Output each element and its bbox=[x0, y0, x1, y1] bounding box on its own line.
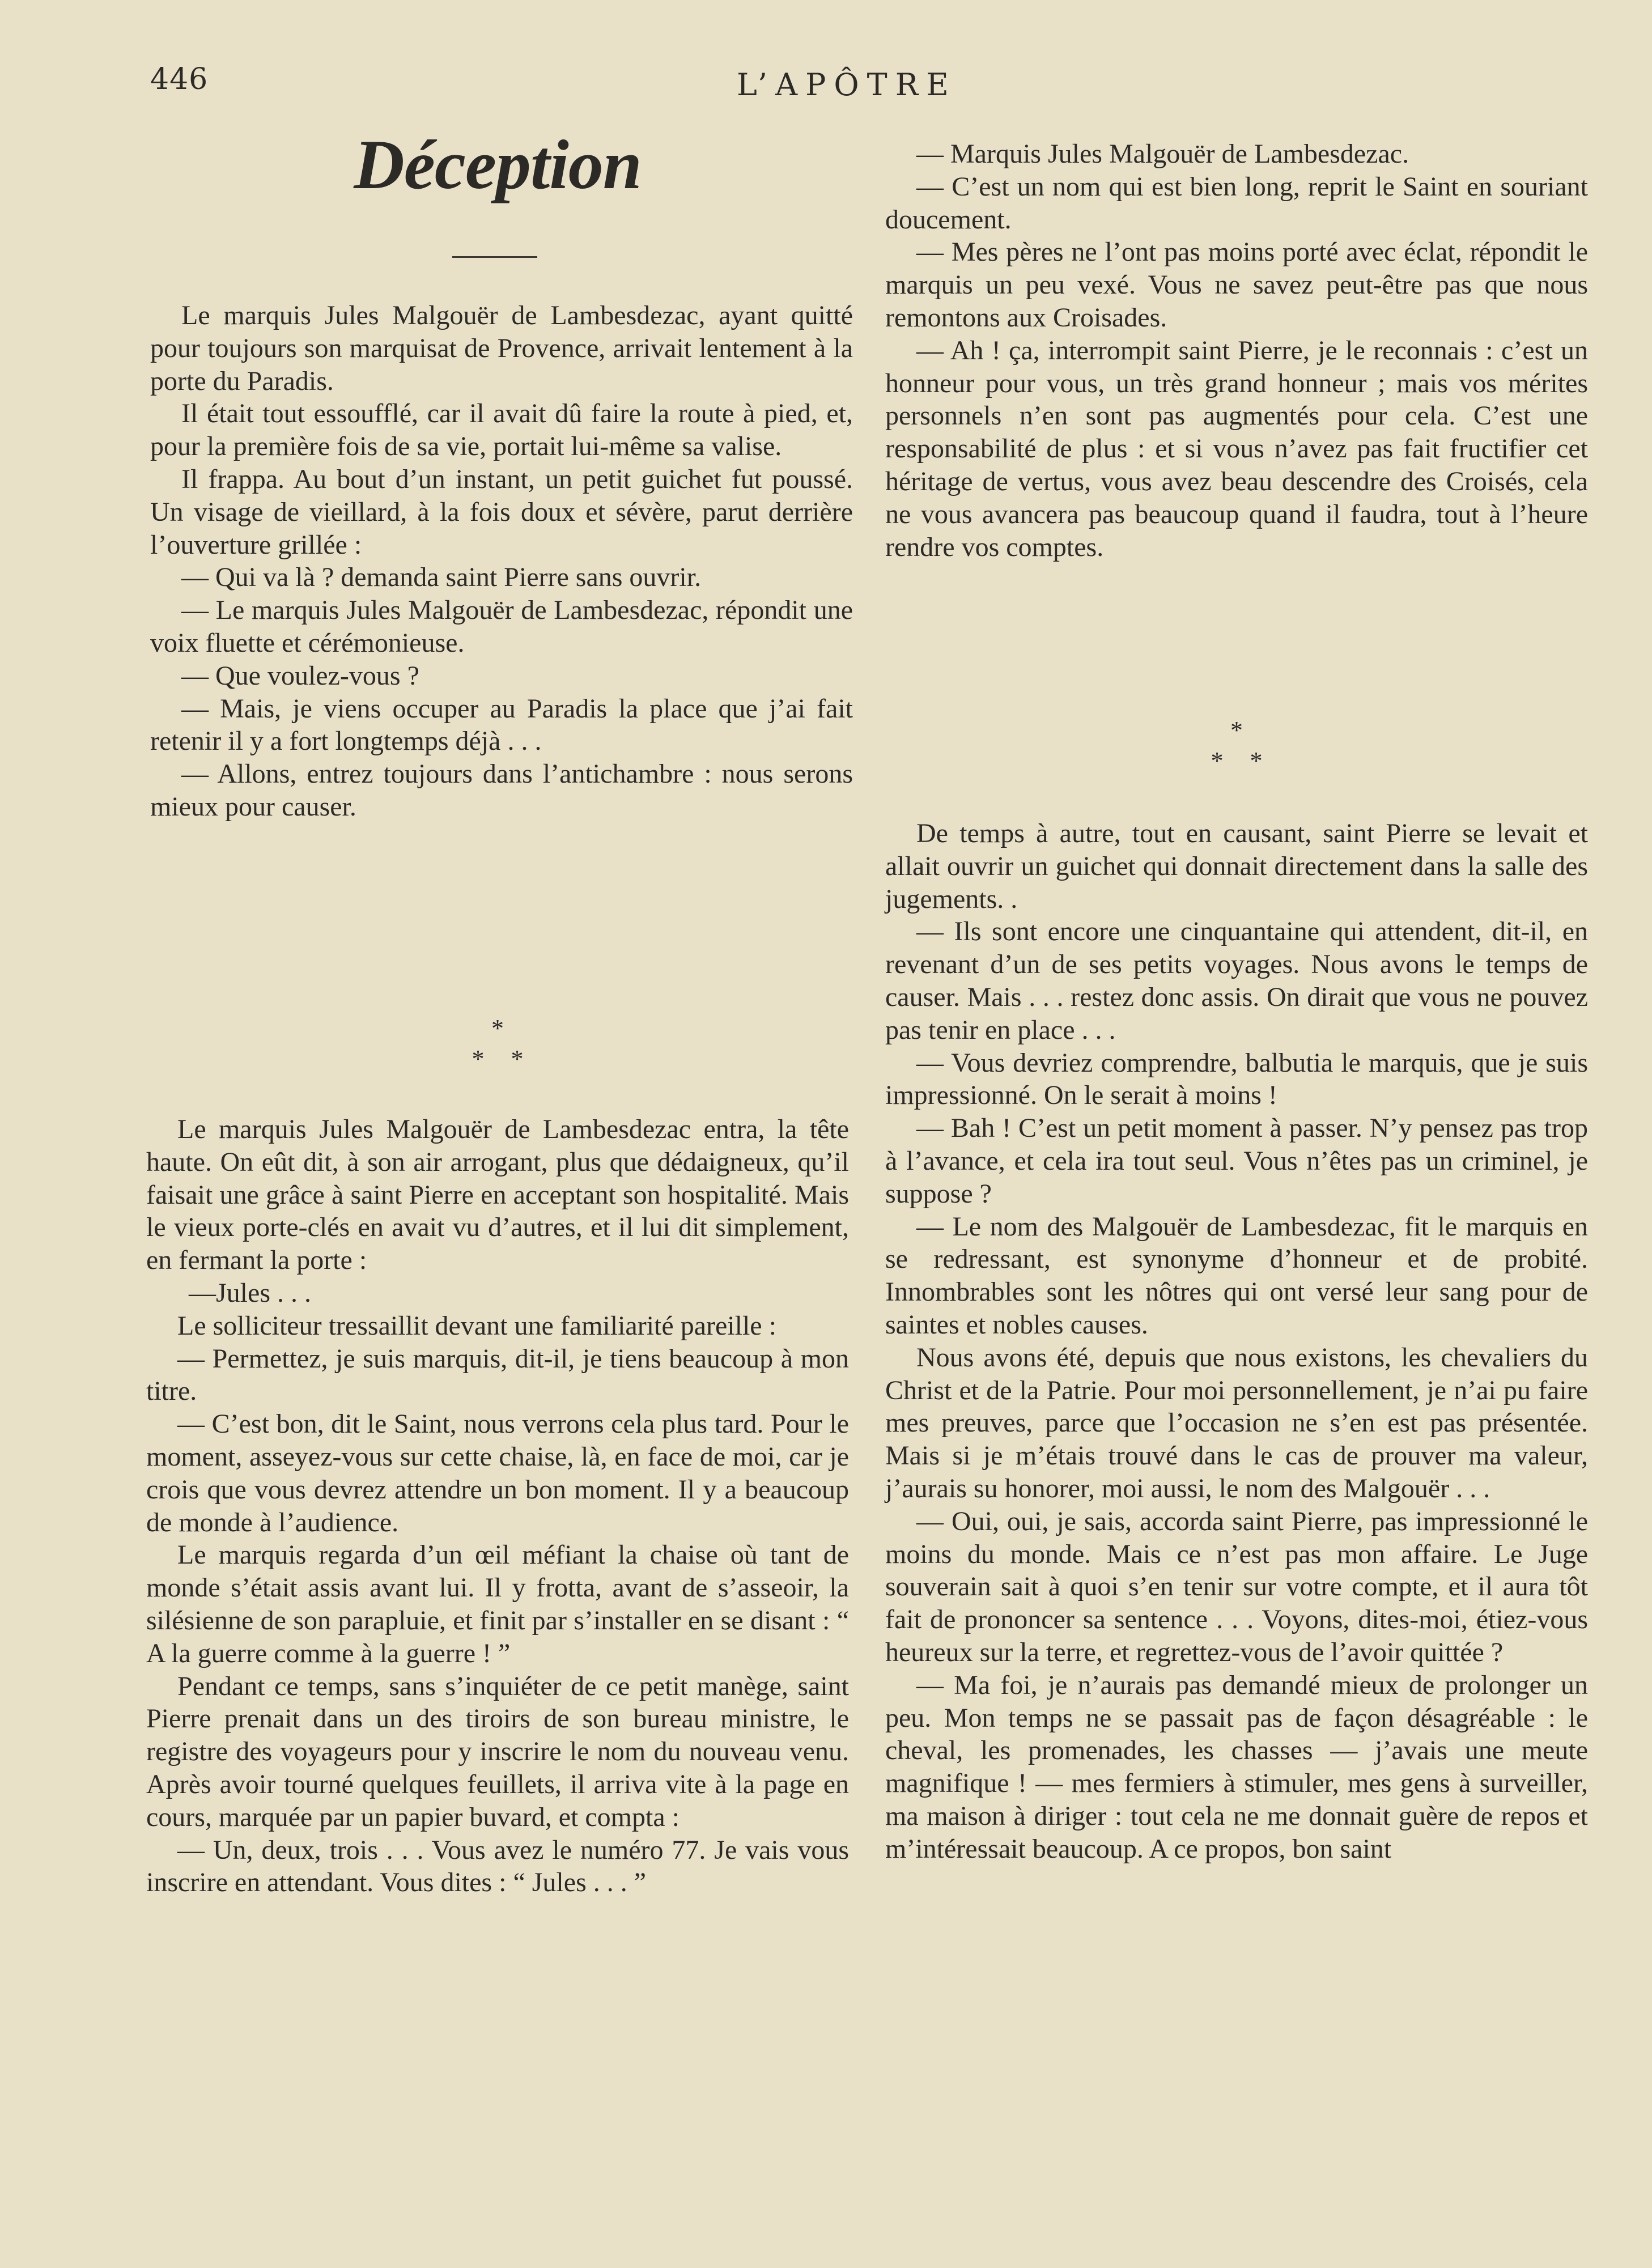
paragraph: — Bah ! C’est un petit moment à passer. N’y pensez pas trop à l’avance, et cela ira tout seul. Vous n’êtes pas un criminel, je suppose ? bbox=[885, 1113, 1588, 1209]
paragraph: Le solliciteur tressaillit devant une familiarité pareille : bbox=[177, 1310, 776, 1341]
asterism-top: * bbox=[491, 1014, 504, 1042]
paragraph: Le marquis Jules Malgouër de Lambesdezac entra, la tête haute. On eût dit, à son air arrogant, plus que dédaigneux, qu’il faisait une grâce à saint Pierre en acceptant son hospitalité. Mais le vieux porte-clés en avait vu d’autres, et il lui dit simplement, en fermant la porte : bbox=[146, 1114, 849, 1276]
paragraph: Pendant ce temps, sans s’inquiéter de ce petit manège, saint Pierre prenait dans un des tiroirs de son bureau ministre, le registre des voyageurs pour y inscrire le nom du nouveau venu. Après avoir tourné quelques feuillets, il arriva vite à la page en cours, marquée par un papier buvard, et compta : bbox=[146, 1671, 849, 1832]
paragraph: Il frappa. Au bout d’un instant, un petit guichet fut poussé. Un visage de vieillard, à la fois doux et sévère, parut derrière l’ouverture grillée : bbox=[150, 464, 853, 560]
paragraph: Il était tout essoufflé, car il avait dû faire la route à pied, et, pour la première fois de sa vie, portait lui-même sa valise. bbox=[150, 398, 853, 462]
running-title: L’APÔTRE bbox=[737, 67, 957, 103]
title-divider bbox=[452, 256, 537, 258]
paragraph: — Qui va là ? demanda saint Pierre sans ouvrir. bbox=[181, 562, 702, 593]
paragraph: Nous avons été, depuis que nous existons, les chevaliers du Christ et de la Patrie. Pour moi personnellement, je n’ai pu faire mes preuves, parce que l’occasion ne s’en est pas présentée. Mais si je m’étais trouvé dans le cas de prouver ma valeur, j’aurais su honorer, moi aussi, le nom des Malgouër . . . bbox=[885, 1342, 1588, 1503]
paragraph: — Ma foi, je n’aurais pas demandé mieux de prolonger un peu. Mon temps ne se passait pas de façon désagréable : le cheval, les promenades, les chasses — j’avais une meute magnifique ! — mes fermiers à stimuler, mes gens à surveiller, ma maison à diriger : tout cela ne me donnait guère de repos et m’intéressait beaucoup. A ce propos, bon saint bbox=[885, 1670, 1588, 1864]
paragraph: — Mais, je viens occuper au Paradis la place que j’ai fait retenir il y a fort longtemps déjà . . . bbox=[150, 693, 853, 757]
asterism-bottom: * * bbox=[472, 1045, 534, 1073]
article-title: Déception bbox=[354, 126, 642, 203]
left-column-section-2 bbox=[146, 1113, 849, 1899]
paragraph: — C’est un nom qui est bien long, reprit le Saint en souriant doucement. bbox=[885, 171, 1588, 235]
section-break-asterism bbox=[146, 1013, 849, 1074]
right-column-section-1 bbox=[885, 138, 1588, 563]
right-column-section-2 bbox=[885, 817, 1588, 1866]
paragraph: — C’est bon, dit le Saint, nous verrons cela plus tard. Pour le moment, asseyez-vous sur cette chaise, là, en face de moi, car je crois que vous devrez attendre un bon moment. Il y a beaucoup de monde à l’audience. bbox=[146, 1409, 849, 1538]
paragraph: — Un, deux, trois . . . Vous avez le numéro 77. Je vais vous inscrire en attendant. Vous dites : “ Jules . . . ” bbox=[146, 1834, 849, 1898]
paragraph: De temps à autre, tout en causant, saint Pierre se levait et allait ouvrir un guichet qui donnait directement dans la salle des jugements. . bbox=[885, 818, 1588, 914]
section-break-asterism bbox=[885, 715, 1588, 776]
paragraph: — Le nom des Malgouër de Lambesdezac, fit le marquis en se redressant, est synonyme d’honneur et de probité. Innombrables sont les nôtres qui ont versé leur sang pour de saintes et nobles causes. bbox=[885, 1211, 1588, 1340]
paragraph: — Mes pères ne l’ont pas moins porté avec éclat, répondit le marquis un peu vexé. Vous ne savez peut-être pas que nous remontons aux Croisades. bbox=[885, 237, 1588, 333]
page-number: 446 bbox=[150, 62, 209, 96]
paragraph: — Vous devriez comprendre, balbutia le marquis, que je suis impressionné. On le serait à moins ! bbox=[885, 1047, 1588, 1111]
paragraph: — Oui, oui, je sais, accorda saint Pierre, pas impressionné le moins du monde. Mais ce n’est pas mon affaire. Le Juge souverain sait à quoi s’en tenir sur votre compte, et il aura tôt fait de prononcer sa sentence . . . Voyons, dites-moi, étiez-vous heureux sur la terre, et regrettez-vous de l’avoir quittée ? bbox=[885, 1506, 1588, 1667]
asterism-bottom: * * bbox=[1211, 747, 1273, 775]
paragraph: — Ils sont encore une cinquantaine qui attendent, dit-il, en revenant d’un de ses petits voyages. Nous avons le temps de causer. Mais . . . restez donc assis. On dirait que vous ne pouvez pas tenir en place . . . bbox=[885, 916, 1588, 1045]
asterism-top: * bbox=[1230, 716, 1243, 744]
paragraph: —Jules . . . bbox=[189, 1277, 311, 1308]
paragraph: — Allons, entrez toujours dans l’antichambre : nous serons mieux pour causer. bbox=[150, 759, 853, 822]
paragraph: — Ah ! ça, interrompit saint Pierre, je le reconnais : c’est un honneur pour vous, un très grand honneur ; mais vos mérites personnels n’en sont pas augmentés pour cela. C’est une responsabilité de plus : et si vous n’avez pas fait fructifier cet héritage de vertus, vous avez beau descendre des Croisés, cela ne vous avancera pas beaucoup quand il faudra, tout à l’heure rendre vos comptes. bbox=[885, 335, 1588, 562]
paragraph: — Que voulez-vous ? bbox=[181, 660, 419, 691]
paragraph: Le marquis regarda d’un œil méfiant la chaise où tant de monde s’était assis avant lui. Il y frotta, avant de s’asseoir, la silésienne de son parapluie, et finit par s’installer en se disant : “ A la guerre comme à la guerre ! ” bbox=[146, 1540, 849, 1668]
paragraph: — Le marquis Jules Malgouër de Lambesdezac, répondit une voix fluette et cérémonieuse. bbox=[150, 595, 853, 658]
paragraph: Le marquis Jules Malgouër de Lambesdezac, ayant quitté pour toujours son marquisat de Provence, arrivait lentement à la porte du Paradis. bbox=[150, 300, 853, 396]
left-column-section-1 bbox=[150, 299, 853, 823]
paragraph: — Marquis Jules Malgouër de Lambesdezac. bbox=[916, 139, 1409, 169]
paragraph: — Permettez, je suis marquis, dit-il, je tiens beaucoup à mon titre. bbox=[146, 1343, 849, 1407]
